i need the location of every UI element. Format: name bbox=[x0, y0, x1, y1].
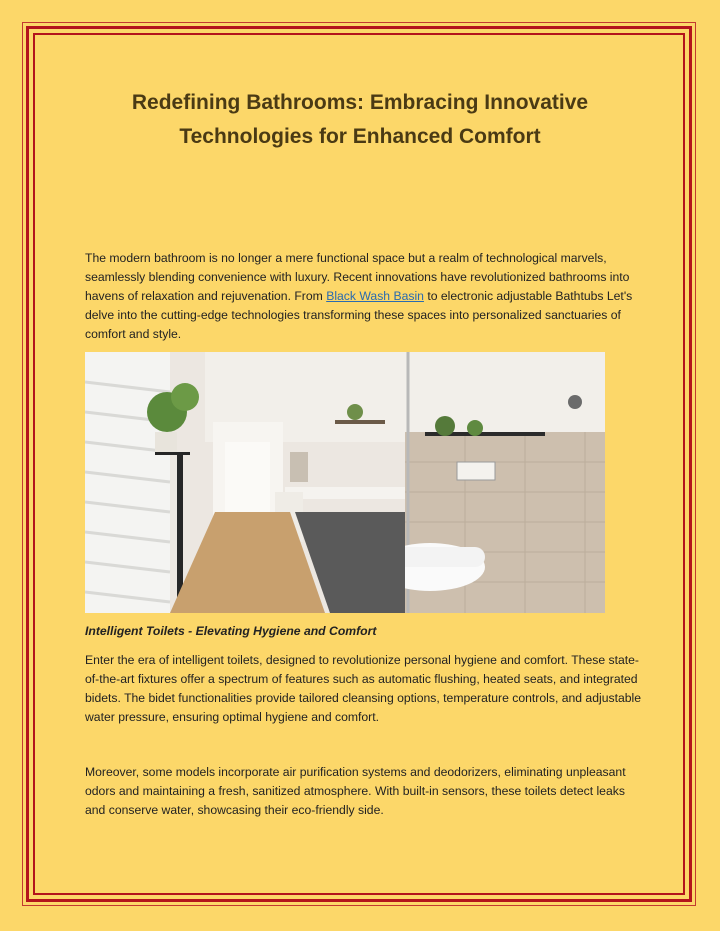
black-wash-basin-link[interactable]: Black Wash Basin bbox=[326, 289, 424, 303]
intro-text-end: to electronic adjustable Bathtubs Let's delve into the cutting-edge technologies transforming these spaces into personalized sanctuaries of comfort and style. bbox=[85, 289, 633, 341]
intro-paragraph bbox=[85, 249, 645, 344]
intro-text-start: The modern bathroom is no longer a mere functional space but a realm of technological marvels, seamlessly blending convenience with luxury. Recent innovations have revolutionized bathrooms into havens of relaxation and rejuvenation. From bbox=[85, 251, 630, 303]
bathroom-photo bbox=[85, 352, 605, 613]
page-title bbox=[90, 86, 630, 154]
page-title-line-1: Redefining Bathrooms: Embracing Innovative bbox=[131, 91, 589, 114]
section-paragraph-1: Enter the era of intelligent toilets, designed to revolutionize personal hygiene and comfort. These state-of-the-art fixtures offer a spectrum of features such as automatic flushing, heated seats, and integrated bidets. The bidet functionalities provide tailored cleansing options, temperature controls, and adjustable water pressure, ensuring optimal hygiene and comfort. bbox=[85, 653, 642, 724]
section-paragraph-2: Moreover, some models incorporate air purification systems and deodorizers, eliminating unpleasant odors and maintaining a fresh, sanitized atmosphere. With built-in sensors, these toilets detect leaks and conserve water, showcasing their eco-friendly side. bbox=[85, 765, 626, 817]
section-heading-intelligent-toilets: Intelligent Toilets - Elevating Hygiene and Comfort bbox=[85, 624, 377, 638]
page-title-line-2: Technologies for Enhanced Comfort bbox=[179, 125, 541, 148]
